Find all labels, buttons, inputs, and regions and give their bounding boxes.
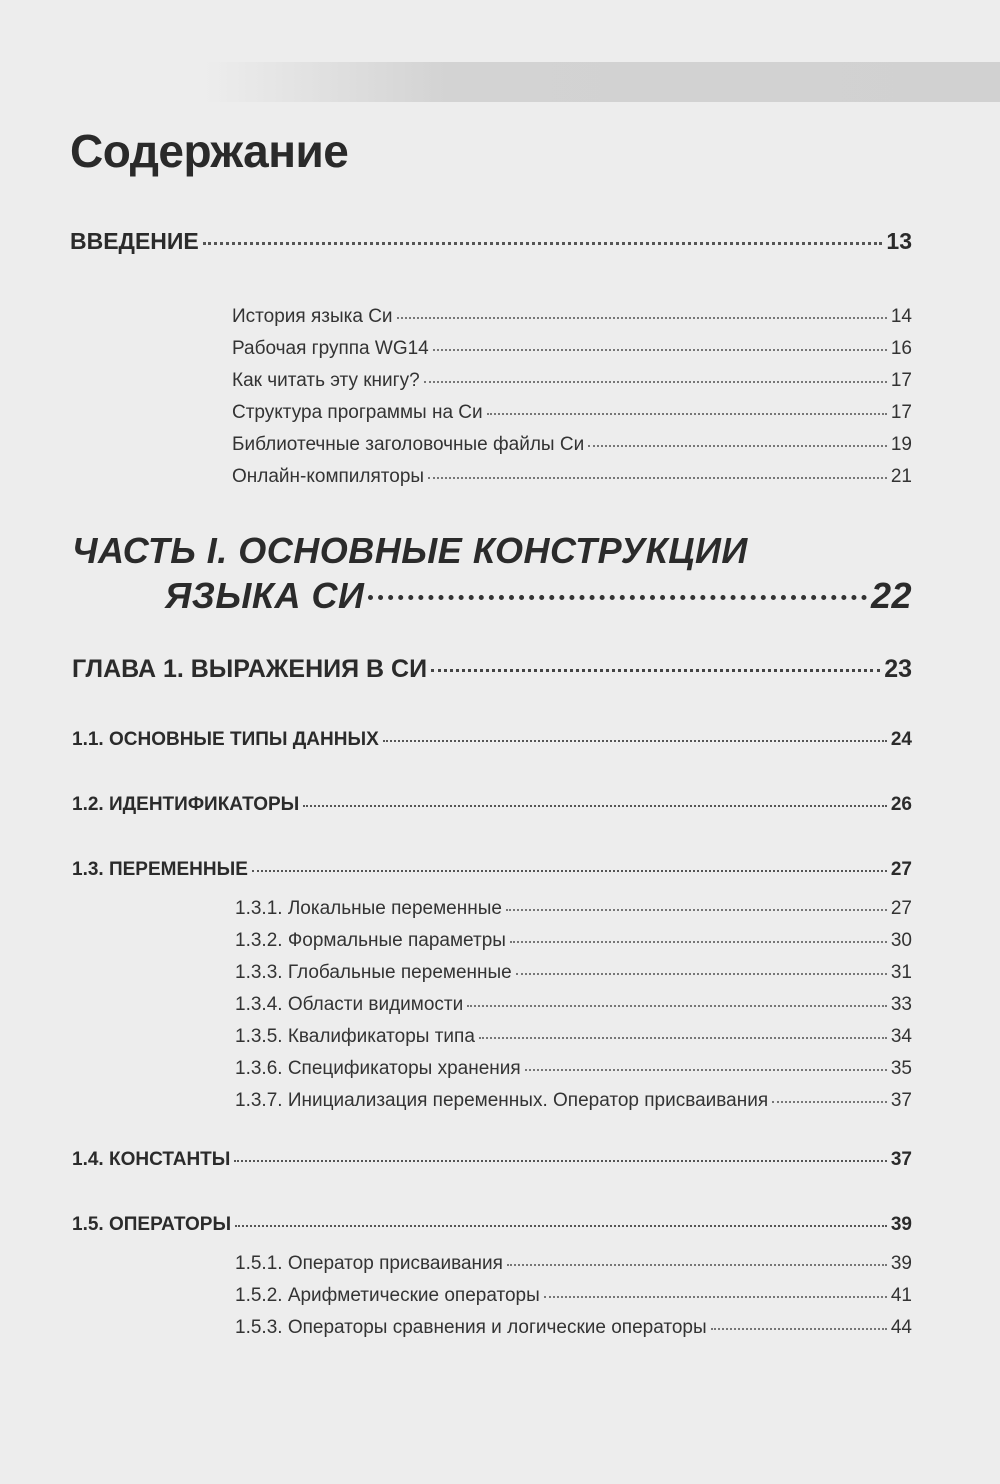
toc-section-page: 26 (890, 794, 912, 815)
dot-leader (431, 669, 880, 672)
toc-subsection-1-3-6[interactable] (235, 1058, 912, 1080)
toc-item-page: 17 (890, 402, 912, 423)
dot-leader (424, 381, 887, 383)
toc-subsection-label: 1.3.7. Инициализация переменных. Оператор присваивания (235, 1090, 769, 1111)
dot-leader (252, 870, 887, 872)
toc-chapter-page: 23 (884, 655, 912, 683)
dot-leader (368, 595, 867, 600)
toc-subsection-page: 39 (890, 1253, 912, 1274)
toc-subsection-page: 37 (890, 1090, 912, 1111)
dot-leader (383, 740, 887, 742)
toc-subsection-1-3-1[interactable] (235, 898, 912, 920)
dot-leader (235, 1225, 887, 1227)
toc-item-label: Онлайн-компиляторы (232, 466, 425, 487)
toc-subsection-label: 1.5.1. Оператор присваивания (235, 1253, 503, 1274)
dot-leader (467, 1005, 887, 1007)
toc-item-intro-5[interactable] (232, 434, 912, 456)
dot-leader (507, 1264, 887, 1266)
toc-intro-label: ВВЕДЕНИЕ (70, 228, 199, 254)
toc-subsection-page: 34 (890, 1026, 912, 1047)
dot-leader (487, 413, 887, 415)
toc-subsection-label: 1.5.3. Операторы сравнения и логические операторы (235, 1317, 707, 1338)
toc-part-page: 22 (870, 575, 912, 616)
toc-subsection-1-5-1[interactable] (235, 1253, 912, 1275)
page-title: Содержание (70, 125, 349, 177)
toc-subsection-1-3-3[interactable] (235, 962, 912, 984)
dot-leader (397, 317, 887, 319)
toc-subsection-label: 1.3.3. Глобальные переменные (235, 962, 512, 983)
toc-subsection-page: 41 (890, 1285, 912, 1306)
toc-chapter-1[interactable] (72, 655, 912, 684)
toc-section-page: 24 (890, 729, 912, 750)
toc-subsection-page: 27 (890, 898, 912, 919)
toc-subsection-1-5-2[interactable] (235, 1285, 912, 1307)
toc-item-page: 21 (890, 466, 912, 487)
dot-leader (516, 973, 887, 975)
toc-section-page: 39 (890, 1214, 912, 1235)
top-shadow-band (205, 62, 1000, 102)
toc-item-intro-2[interactable] (232, 338, 912, 360)
dot-leader (428, 477, 887, 479)
toc-part[interactable] (165, 575, 912, 617)
toc-subsection-label: 1.3.5. Квалификаторы типа (235, 1026, 475, 1047)
toc-subsection-1-5-3[interactable] (235, 1317, 912, 1339)
toc-subsection-page: 30 (890, 930, 912, 951)
toc-subsection-label: 1.3.1. Локальные переменные (235, 898, 502, 919)
toc-item-page: 14 (890, 306, 912, 327)
toc-section-1-2[interactable] (72, 794, 912, 816)
toc-intro-page: 13 (886, 228, 912, 254)
toc-subsection-label: 1.5.2. Арифметические операторы (235, 1285, 540, 1306)
toc-section-label: 1.2. ИДЕНТИФИКАТОРЫ (72, 794, 300, 815)
toc-item-page: 17 (890, 370, 912, 391)
dot-leader (479, 1037, 887, 1039)
dot-leader (506, 909, 887, 911)
toc-item-intro-1[interactable] (232, 306, 912, 328)
dot-leader (525, 1069, 887, 1071)
dot-leader (711, 1328, 887, 1330)
dot-leader (772, 1101, 887, 1103)
dot-leader (544, 1296, 887, 1298)
toc-subsection-page: 33 (890, 994, 912, 1015)
toc-section-page: 37 (890, 1149, 912, 1170)
toc-item-intro-3[interactable] (232, 370, 912, 392)
toc-subsection-1-3-4[interactable] (235, 994, 912, 1016)
toc-intro[interactable] (70, 228, 912, 255)
toc-item-intro-4[interactable] (232, 402, 912, 424)
toc-item-label: История языка Си (232, 306, 393, 327)
toc-item-page: 16 (890, 338, 912, 359)
toc-subsection-1-3-2[interactable] (235, 930, 912, 952)
toc-subsection-page: 44 (890, 1317, 912, 1338)
toc-section-label: 1.4. КОНСТАНТЫ (72, 1149, 231, 1170)
toc-section-label: 1.5. ОПЕРАТОРЫ (72, 1214, 232, 1235)
dot-leader (588, 445, 887, 447)
toc-item-label: Библиотечные заголовочные файлы Си (232, 434, 585, 455)
toc-section-1-1[interactable] (72, 729, 912, 751)
dot-leader (203, 242, 883, 245)
toc-part-title-line2: ЯЗЫКА СИ (165, 575, 365, 616)
toc-subsection-label: 1.3.4. Области видимости (235, 994, 464, 1015)
dot-leader (234, 1160, 886, 1162)
toc-chapter-label: ГЛАВА 1. ВЫРАЖЕНИЯ В СИ (72, 655, 428, 683)
toc-item-label: Структура программы на Си (232, 402, 483, 423)
toc-item-label: Рабочая группа WG14 (232, 338, 429, 359)
toc-item-label: Как читать эту книгу? (232, 370, 420, 391)
toc-section-label: 1.3. ПЕРЕМЕННЫЕ (72, 859, 248, 880)
toc-subsection-page: 35 (890, 1058, 912, 1079)
toc-subsection-label: 1.3.6. Спецификаторы хранения (235, 1058, 521, 1079)
toc-item-page: 19 (890, 434, 912, 455)
toc-part-title-line1[interactable]: ЧАСТЬ I. ОСНОВНЫЕ КОНСТРУКЦИИ (72, 530, 748, 571)
dot-leader (303, 805, 887, 807)
toc-item-intro-6[interactable] (232, 466, 912, 488)
toc-section-1-4[interactable] (72, 1149, 912, 1171)
dot-leader (433, 349, 887, 351)
toc-subsection-1-3-7[interactable] (235, 1090, 912, 1112)
toc-section-1-5[interactable] (72, 1214, 912, 1236)
dot-leader (510, 941, 887, 943)
toc-section-1-3[interactable] (72, 859, 912, 881)
toc-subsection-label: 1.3.2. Формальные параметры (235, 930, 506, 951)
toc-subsection-page: 31 (890, 962, 912, 983)
toc-section-label: 1.1. ОСНОВНЫЕ ТИПЫ ДАННЫХ (72, 729, 379, 750)
toc-section-page: 27 (890, 859, 912, 880)
toc-subsection-1-3-5[interactable] (235, 1026, 912, 1048)
